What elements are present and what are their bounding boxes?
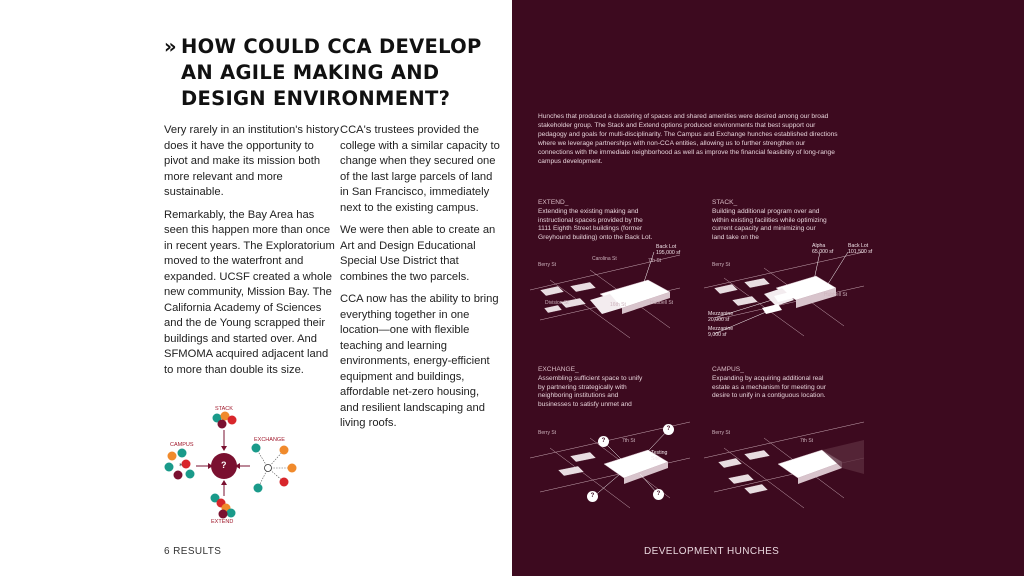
campus-heading: CAMPUS_ <box>712 366 744 373</box>
center-question: ? <box>221 460 227 470</box>
paragraph: We were then able to create an Art and Design Educational Special Use District that combines the two parcels. <box>340 224 496 283</box>
extend-backlot-area: 195,000 sf <box>656 250 681 256</box>
exchange-marker: ? <box>587 491 598 502</box>
diagram-label-stack: STACK <box>215 406 233 412</box>
stack-mezz1-label: Mezzanine <box>708 311 734 317</box>
exchange-testing-label: Testing <box>651 450 668 456</box>
exchange-caption <box>538 366 650 410</box>
footer-page-label: 6 RESULTS <box>164 546 222 557</box>
page-headline <box>164 34 494 112</box>
diagram-graphic <box>160 412 300 522</box>
paragraph: CCA now has the ability to bring everything together in one location—one with flexible teaching and learning environments, energy-efficient equipment and buildings, affordable net-zero housing, and resilient landscaping and living roofs. <box>340 293 499 429</box>
street-label: 16th St <box>610 302 626 308</box>
stack-caption <box>712 199 828 243</box>
exchange-site-label: Site <box>651 456 660 462</box>
footer-section-label: DEVELOPMENT HUNCHES <box>644 546 780 557</box>
svg-text:*: * <box>179 462 183 470</box>
paragraph: Remarkably, the Bay Area has seen this happen more than once in recent years. The Exploratorium moved to the waterfront and expanded. UCSF created a whole new community, Mission Bay. The California Academy of Sciences and the de Young scrapped their buildings and started over. And SFMOMA acquired adjacent land to more than double its size. <box>164 208 335 376</box>
headline-arrow: » <box>164 35 177 58</box>
street-label: Carolina St <box>592 256 617 262</box>
exchange-heading: EXCHANGE_ <box>538 366 579 373</box>
body-column-1 <box>164 123 339 385</box>
headline-line-3: DESIGN ENVIRONMENT? <box>181 87 451 110</box>
street-label: 7th St <box>622 438 636 444</box>
stack-backlot-area: 101,500 sf <box>848 249 873 255</box>
street-label: Hubbell St <box>650 300 674 306</box>
street-label: Division St <box>545 300 569 306</box>
headline-line-1: HOW COULD CCA DEVELOP <box>181 35 482 58</box>
stack-text: Building additional program over and within existing facilities while optimizing current capacity and minimizing our land take on the <box>712 207 827 242</box>
street-label: 7th St <box>800 438 814 444</box>
paragraph: CCA's trustees provided the college with a similar capacity to change when they secured one of the last large parcels of land in San Francisco, immediately next to the existing campus. <box>340 124 500 214</box>
intro-paragraph: Hunches that produced a clustering of spaces and shared amenities were desired among our broad stakeholder group. The Stack and Extend options produced environments that best support our pedagogy and goals for multi-disciplinarity. The Campus and Exchange hunches established directions where we leverage partnerships with non-CCA entities, allowing us to further strengthen our connections with the immediate neighborhood as well as improve the financial feasibility of long-range campus development. <box>538 113 838 165</box>
body-column-2 <box>340 123 500 439</box>
exchange-text: Assembling sufficient space to unify by partnering strategically with neighboring institutions and businesses to satisfy unmet and <box>538 374 643 409</box>
diagram-label-extend: EXTEND <box>211 519 234 525</box>
diagram-label-exchange: EXCHANGE <box>254 437 285 443</box>
campus-text: Expanding by acquiring additional real estate as a mechanism for meeting our desire to unify in a contiguous location. <box>712 374 826 400</box>
extend-heading: EXTEND_ <box>538 199 569 206</box>
stack-mezz2-label: Mezzanine <box>708 326 734 332</box>
street-label: Berry St <box>538 262 557 268</box>
exchange-marker: ? <box>663 424 674 435</box>
stack-alpha-area: 65,000 sf <box>812 249 834 255</box>
street-label: Berry St <box>712 262 731 268</box>
stack-alpha-label: Alpha <box>812 243 826 249</box>
diagram-label-campus: CAMPUS <box>170 442 194 448</box>
street-label: Berry St <box>712 430 731 436</box>
extend-backlot-label: Back Lot <box>656 244 677 250</box>
stack-heading: STACK_ <box>712 199 738 206</box>
extend-text: Extending the existing making and instructional spaces provided by the 1111 Eighth Street buildings (former Greyhound building) onto the Back Lot. <box>538 207 653 242</box>
paragraph: Very rarely in an institution's history does it have the opportunity to pivot and make its mission both more relevant and more sustainable. <box>164 124 339 198</box>
stack-mezz1-area: 20,000 sf <box>708 317 730 323</box>
stack-backlot-label: Back Lot <box>848 243 869 249</box>
street-label: Hubbell St <box>824 292 848 298</box>
campus-caption <box>712 366 828 401</box>
headline-line-2: AN AGILE MAKING AND <box>181 61 440 84</box>
street-label: Berry St <box>538 430 557 436</box>
stack-mezz2-area: 9,000 sf <box>708 332 727 338</box>
exchange-marker: ? <box>653 489 664 500</box>
street-label: 7th St <box>648 258 662 264</box>
extend-caption <box>538 199 656 243</box>
exchange-marker: ? <box>598 436 609 447</box>
